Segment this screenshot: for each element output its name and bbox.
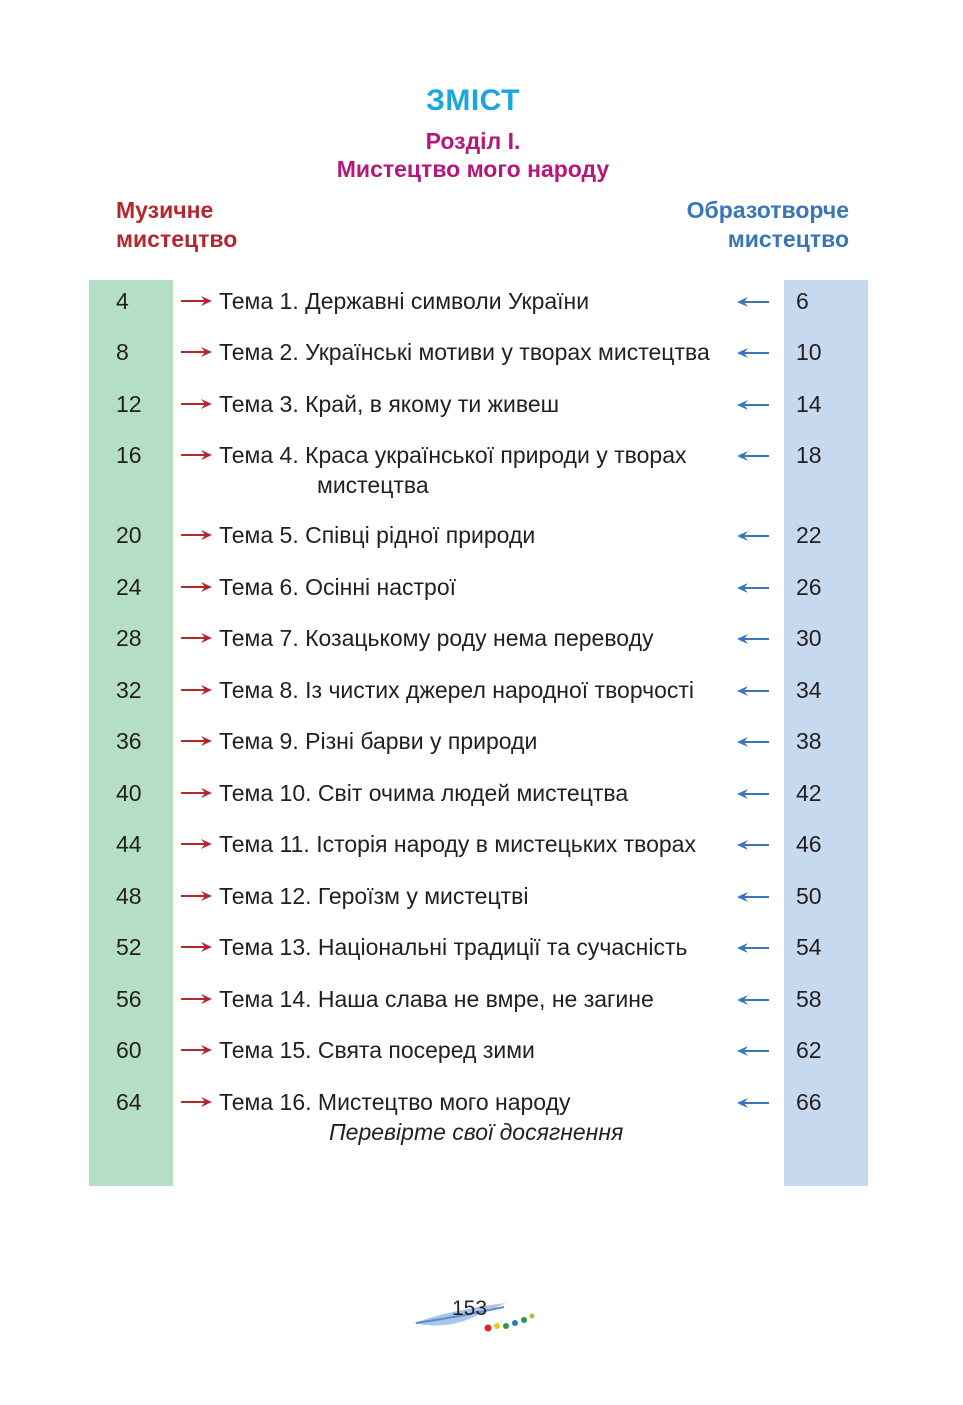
music-column-heading — [116, 196, 237, 254]
arrow-right-icon — [181, 1042, 213, 1058]
arrow-right-icon — [181, 785, 213, 801]
art-page-number: 18 — [796, 442, 822, 468]
arrow-left-icon — [736, 786, 769, 802]
arrow-left-icon — [736, 580, 769, 596]
topic-title: Тема 2. Українські мотиви у творах мистецтва — [219, 339, 710, 365]
topic-title: Тема 11. Історія народу в мистецьких творах — [219, 831, 696, 857]
topic-title: Тема 7. Козацькому роду нема переводу — [219, 625, 654, 651]
section-title: Мистецтво мого народу — [336, 156, 610, 182]
art-heading-line1: Образотворче — [686, 197, 849, 223]
page-number: 153 — [452, 1297, 488, 1320]
topic-title-continuation: мистецтва — [317, 472, 429, 498]
music-page-number: 8 — [116, 339, 129, 365]
arrow-left-icon — [736, 294, 769, 310]
music-page-number: 16 — [116, 442, 142, 468]
arrow-right-icon — [181, 888, 213, 904]
music-page-number: 60 — [116, 1037, 142, 1063]
art-page-number: 34 — [796, 677, 822, 703]
arrow-right-icon — [181, 1094, 213, 1110]
topic-title: Тема 15. Свята посеред зими — [219, 1037, 535, 1063]
arrow-left-icon — [736, 734, 769, 750]
topic-title: Тема 1. Державні символи України — [219, 288, 590, 314]
arrow-left-icon — [736, 1043, 769, 1059]
music-heading-line2: мистецтво — [116, 226, 238, 252]
art-page-number: 30 — [796, 625, 822, 651]
topic-title: Тема 14. Наша слава не вмре, не загине — [219, 986, 654, 1012]
arrow-right-icon — [181, 682, 213, 698]
arrow-left-icon — [736, 940, 769, 956]
section-number: Розділ І. — [425, 128, 521, 154]
music-heading-line1: Музичне — [116, 197, 214, 223]
art-page-number: 66 — [796, 1089, 822, 1115]
arrow-left-icon — [736, 992, 769, 1008]
art-page-number: 58 — [796, 986, 822, 1012]
topic-title: Тема 13. Національні традиції та сучасність — [219, 934, 688, 960]
topic-title: Тема 5. Співці рідної природи — [219, 522, 536, 548]
music-page-number: 32 — [116, 677, 142, 703]
art-page-number: 54 — [796, 934, 822, 960]
art-page-number: 62 — [796, 1037, 822, 1063]
art-page-number: 10 — [796, 339, 822, 365]
art-page-number: 22 — [796, 522, 822, 548]
arrow-right-icon — [181, 836, 213, 852]
arrow-left-icon — [736, 837, 769, 853]
music-page-number: 40 — [116, 780, 142, 806]
art-page-number: 42 — [796, 780, 822, 806]
music-page-number: 56 — [116, 986, 142, 1012]
arrow-right-icon — [181, 396, 213, 412]
arrow-right-icon — [181, 991, 213, 1007]
topic-subtitle: Перевірте свої досягнення — [329, 1119, 624, 1145]
music-page-number: 4 — [116, 288, 129, 314]
arrow-left-icon — [736, 889, 769, 905]
music-page-number: 28 — [116, 625, 142, 651]
topic-title: Тема 3. Край, в якому ти живеш — [219, 391, 560, 417]
arrow-left-icon — [736, 345, 769, 361]
topic-title: Тема 8. Із чистих джерел народної творчості — [219, 677, 695, 703]
music-page-number: 12 — [116, 391, 142, 417]
topic-title: Тема 12. Героїзм у мистецтві — [219, 883, 529, 909]
topic-title: Тема 9. Різні барви у природи — [219, 728, 538, 754]
art-page-number: 14 — [796, 391, 822, 417]
arrow-right-icon — [181, 344, 213, 360]
arrow-right-icon — [181, 939, 213, 955]
topic-title: Тема 4. Краса української природи у творах — [219, 442, 687, 468]
topic-title: Тема 16. Мистецтво мого народу — [219, 1089, 571, 1115]
arrow-right-icon — [181, 527, 213, 543]
topic-title: Тема 10. Світ очима людей мистецтва — [219, 780, 629, 806]
art-page-number: 38 — [796, 728, 822, 754]
music-page-number: 20 — [116, 522, 142, 548]
page-number-badge — [414, 1295, 536, 1335]
music-page-number: 48 — [116, 883, 142, 909]
arrow-right-icon — [181, 447, 213, 463]
music-page-number: 24 — [116, 574, 142, 600]
arrow-left-icon — [736, 631, 769, 647]
art-page-number: 46 — [796, 831, 822, 857]
arrow-right-icon — [181, 733, 213, 749]
art-column-heading — [687, 196, 849, 254]
arrow-right-icon — [181, 630, 213, 646]
music-page-number: 44 — [116, 831, 142, 857]
arrow-right-icon — [181, 579, 213, 595]
art-page-number: 26 — [796, 574, 822, 600]
arrow-left-icon — [736, 448, 769, 464]
arrow-left-icon — [736, 528, 769, 544]
music-page-number: 36 — [116, 728, 142, 754]
topic-title: Тема 6. Осінні настрої — [219, 574, 457, 600]
music-page-number: 64 — [116, 1089, 142, 1115]
art-page-number: 50 — [796, 883, 822, 909]
page-title: ЗМІСТ — [426, 84, 520, 117]
arrow-right-icon — [181, 293, 213, 309]
arrow-left-icon — [736, 683, 769, 699]
arrow-left-icon — [736, 1095, 769, 1111]
art-heading-line2: мистецтво — [727, 226, 849, 252]
arrow-left-icon — [736, 397, 769, 413]
music-page-number: 52 — [116, 934, 142, 960]
art-page-number: 6 — [796, 288, 809, 314]
